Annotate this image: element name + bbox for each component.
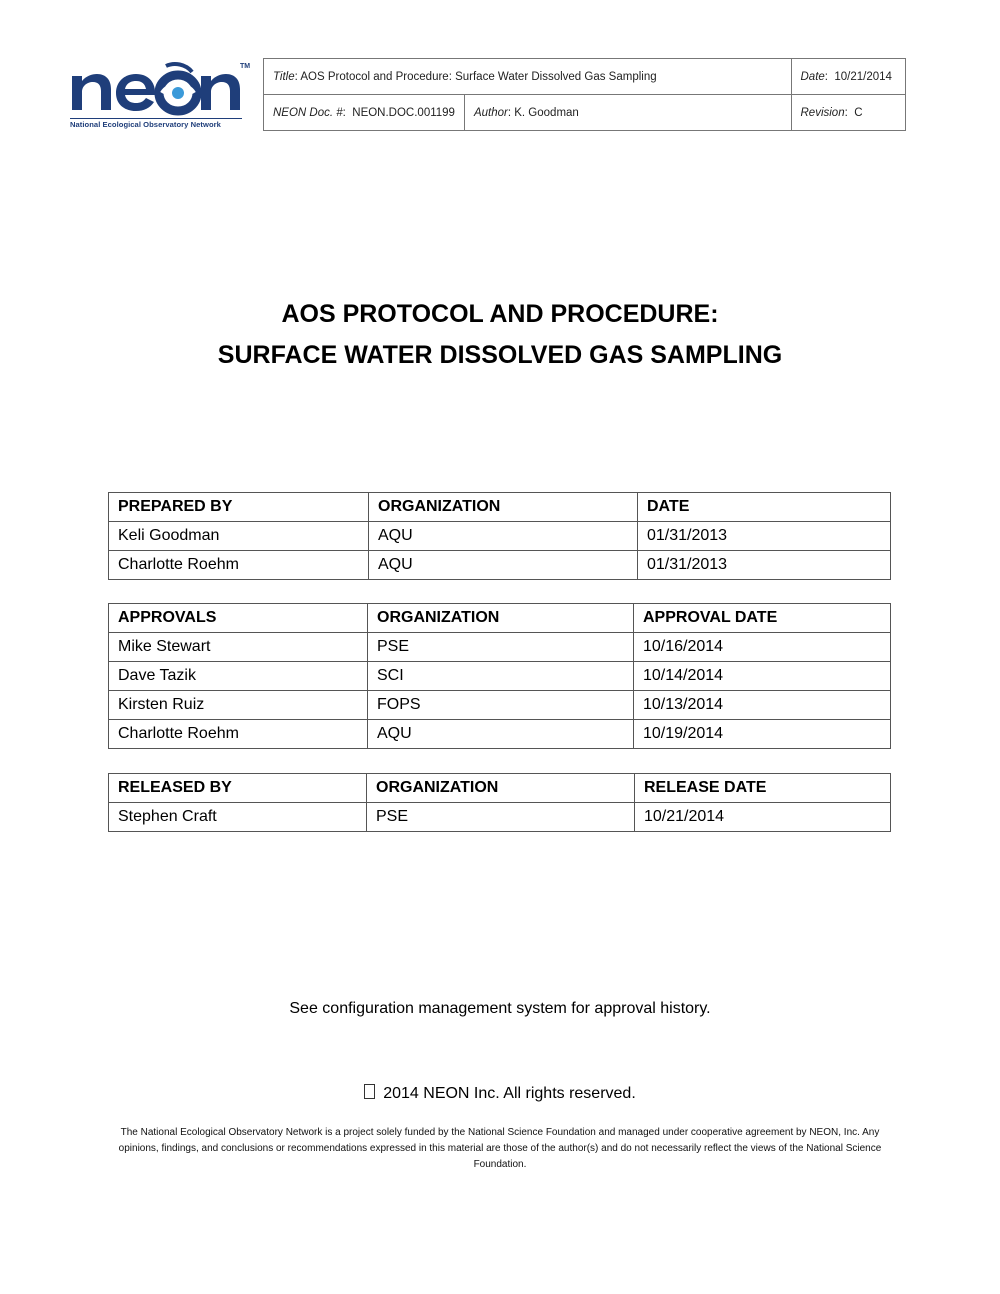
cell-organization: SCI (368, 662, 634, 691)
column-header: DATE (638, 493, 891, 522)
cell-date: 10/19/2014 (634, 720, 891, 749)
copyright-symbol-icon (364, 1084, 375, 1099)
cell-date: 01/31/2013 (638, 551, 891, 580)
cell-date: 10/21/2014 (635, 803, 891, 832)
column-header: PREPARED BY (109, 493, 369, 522)
header-doc-cell: NEON Doc. #: NEON.DOC.001199 (264, 95, 465, 131)
table-header-row (109, 493, 891, 522)
table-header-row (109, 774, 891, 803)
author-label: Author (473, 106, 508, 119)
column-header: ORGANIZATION (367, 774, 635, 803)
author-value: K. Goodman (514, 106, 579, 119)
date-value: 10/21/2014 (834, 70, 892, 83)
neon-logo (70, 60, 254, 132)
cell-name: Charlotte Roehm (109, 720, 368, 749)
title-line-1: AOS PROTOCOL AND PROCEDURE: (281, 300, 719, 328)
released-by-table (108, 773, 891, 832)
date-label: Date (800, 70, 825, 83)
doc-value: NEON.DOC.001199 (352, 106, 455, 119)
column-header: ORGANIZATION (368, 604, 634, 633)
revision-value: C (854, 106, 863, 119)
column-header: ORGANIZATION (369, 493, 638, 522)
table-row (109, 522, 891, 551)
config-note: See configuration management system for approval history. (289, 1000, 711, 1017)
header-revision-cell: Revision: C (791, 95, 906, 131)
cell-date: 01/31/2013 (638, 522, 891, 551)
logo-tagline: National Ecological Observatory Network (70, 118, 242, 129)
table-row (109, 803, 891, 832)
table-row (109, 633, 891, 662)
cell-name: Stephen Craft (109, 803, 367, 832)
cell-name: Dave Tazik (109, 662, 368, 691)
document-header-table (263, 58, 906, 131)
cell-name: Keli Goodman (109, 522, 369, 551)
column-header: RELEASED BY (109, 774, 367, 803)
copyright-line (0, 1084, 1000, 1103)
column-header: APPROVALS (109, 604, 368, 633)
column-header: RELEASE DATE (635, 774, 891, 803)
cell-organization: PSE (367, 803, 635, 832)
table-row (109, 662, 891, 691)
cell-name: Mike Stewart (109, 633, 368, 662)
page-title (0, 294, 1000, 376)
title-value: AOS Protocol and Procedure: Surface Water Dissolved Gas Sampling (300, 70, 657, 83)
header-row-1 (264, 59, 906, 95)
table-row (109, 720, 891, 749)
table-header-row (109, 604, 891, 633)
neon-logo-mark (70, 60, 254, 118)
cell-name: Kirsten Ruiz (109, 691, 368, 720)
svg-text:TM: TM (240, 63, 251, 70)
header-row-2 (264, 95, 906, 131)
cell-date: 10/14/2014 (634, 662, 891, 691)
copyright-text: 2014 NEON Inc. All rights reserved. (383, 1085, 636, 1102)
cell-date: 10/16/2014 (634, 633, 891, 662)
table-row (109, 691, 891, 720)
header-title-cell: Title: AOS Protocol and Procedure: Surface Water Dissolved Gas Sampling (264, 59, 792, 95)
column-header: APPROVAL DATE (634, 604, 891, 633)
revision-label: Revision (800, 106, 845, 119)
title-line-2: SURFACE WATER DISSOLVED GAS SAMPLING (217, 341, 783, 369)
cell-date: 10/13/2014 (634, 691, 891, 720)
disclaimer: The National Ecological Observatory Network is a project solely funded by the National Science Foundation and managed under cooperative agreement by NEON, Inc. Any opinions, findings, and conclusions or recommendations expressed in this material are those of the author(s) and do not necessarily reflect the views of the National Science Foundation. (118, 1127, 882, 1170)
cell-organization: AQU (369, 551, 638, 580)
header-author-cell: Author: K. Goodman (464, 95, 791, 131)
table-row (109, 551, 891, 580)
prepared-by-table (108, 492, 891, 580)
cell-organization: AQU (368, 720, 634, 749)
cell-name: Charlotte Roehm (109, 551, 369, 580)
cell-organization: FOPS (368, 691, 634, 720)
cell-organization: PSE (368, 633, 634, 662)
header-date-cell: Date: 10/21/2014 (791, 59, 906, 95)
approvals-table (108, 603, 891, 749)
title-label: Title (273, 70, 295, 83)
doc-label: NEON Doc. # (273, 106, 343, 119)
cell-organization: AQU (369, 522, 638, 551)
